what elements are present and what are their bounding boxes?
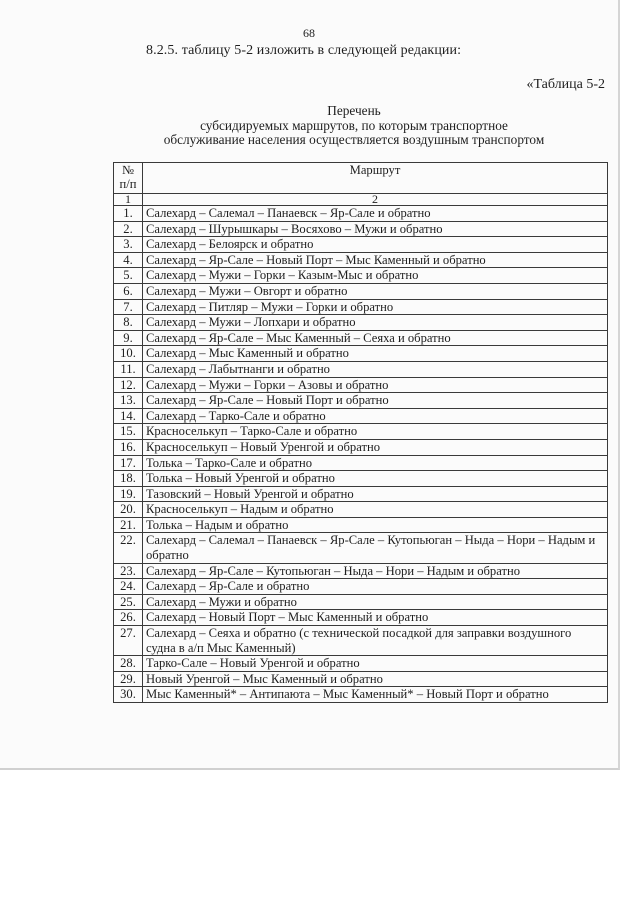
row-number: 8. bbox=[114, 315, 143, 331]
table-row bbox=[114, 330, 608, 346]
row-route: Тарко-Сале – Новый Уренгой и обратно bbox=[143, 656, 608, 672]
row-route: Салехард – Салемал – Панаевск – Яр-Сале и обратно bbox=[143, 206, 608, 222]
table-row bbox=[114, 563, 608, 579]
header-number-line1: № bbox=[121, 163, 135, 177]
table-row bbox=[114, 315, 608, 331]
table-row bbox=[114, 486, 608, 502]
row-route: Салехард – Яр-Сале – Новый Порт и обратно bbox=[143, 393, 608, 409]
row-route: Салехард – Мужи и обратно bbox=[143, 594, 608, 610]
row-route: Салехард – Мужи – Лопхари и обратно bbox=[143, 315, 608, 331]
row-route: Красноселькуп – Надым и обратно bbox=[143, 502, 608, 518]
table-row bbox=[114, 517, 608, 533]
row-number: 18. bbox=[114, 471, 143, 487]
table-row bbox=[114, 656, 608, 672]
table-row bbox=[114, 455, 608, 471]
row-route: Салехард – Шурышкары – Восяхово – Мужи и обратно bbox=[143, 221, 608, 237]
table-row bbox=[114, 283, 608, 299]
header-number bbox=[114, 163, 143, 194]
row-number: 25. bbox=[114, 594, 143, 610]
table-row bbox=[114, 594, 608, 610]
row-route: Салехард – Яр-Сале – Мыс Каменный – Сеяха и обратно bbox=[143, 330, 608, 346]
table-row bbox=[114, 206, 608, 222]
table-row bbox=[114, 252, 608, 268]
heading-line-1: Перечень bbox=[327, 103, 381, 118]
table-row bbox=[114, 533, 608, 563]
row-number: 12. bbox=[114, 377, 143, 393]
row-route: Салехард – Мужи – Овгорт и обратно bbox=[143, 283, 608, 299]
heading-line-3: обслуживание населения осуществляется воздушным транспортом bbox=[163, 132, 545, 147]
table-heading bbox=[104, 104, 604, 148]
row-route: Толька – Надым и обратно bbox=[143, 517, 608, 533]
row-route: Красноселькуп – Новый Уренгой и обратно bbox=[143, 439, 608, 455]
row-number: 14. bbox=[114, 408, 143, 424]
row-number: 29. bbox=[114, 671, 143, 687]
table-row bbox=[114, 687, 608, 703]
table-row bbox=[114, 221, 608, 237]
table-row bbox=[114, 579, 608, 595]
row-route: Салехард – Новый Порт – Мыс Каменный и обратно bbox=[143, 610, 608, 626]
table-row bbox=[114, 424, 608, 440]
row-number: 5. bbox=[114, 268, 143, 284]
row-number: 22. bbox=[114, 533, 143, 563]
row-number: 30. bbox=[114, 687, 143, 703]
header-number-line2: п/п bbox=[119, 177, 137, 191]
row-number: 7. bbox=[114, 299, 143, 315]
row-number: 3. bbox=[114, 237, 143, 253]
table-label: «Таблица 5-2 bbox=[526, 77, 605, 92]
row-number: 15. bbox=[114, 424, 143, 440]
amendment-intro: 8.2.5. таблицу 5-2 изложить в следующей редакции: bbox=[146, 43, 462, 58]
row-route: Салехард – Салемал – Панаевск – Яр-Сале – Кутопьюган – Ныда – Нори – Надым и обратно bbox=[143, 533, 608, 563]
row-route: Салехард – Яр-Сале – Новый Порт – Мыс Каменный и обратно bbox=[143, 252, 608, 268]
row-number: 11. bbox=[114, 361, 143, 377]
row-route: Мыс Каменный* – Антипаюта – Мыс Каменный* – Новый Порт и обратно bbox=[143, 687, 608, 703]
row-route: Салехард – Питляр – Мужи – Горки и обратно bbox=[143, 299, 608, 315]
row-route: Салехард – Мыс Каменный и обратно bbox=[143, 346, 608, 362]
header-route: Маршрут bbox=[143, 163, 608, 194]
row-route: Толька – Новый Уренгой и обратно bbox=[143, 471, 608, 487]
row-number: 6. bbox=[114, 283, 143, 299]
row-number: 4. bbox=[114, 252, 143, 268]
row-number: 20. bbox=[114, 502, 143, 518]
table-row bbox=[114, 471, 608, 487]
table-row bbox=[114, 299, 608, 315]
row-route: Салехард – Белоярск и обратно bbox=[143, 237, 608, 253]
table-row bbox=[114, 268, 608, 284]
row-number: 21. bbox=[114, 517, 143, 533]
row-route: Салехард – Мужи – Горки – Казым-Мыс и обратно bbox=[143, 268, 608, 284]
table-row bbox=[114, 439, 608, 455]
row-number: 23. bbox=[114, 563, 143, 579]
row-number: 27. bbox=[114, 626, 143, 656]
table-body bbox=[114, 206, 608, 703]
row-number: 24. bbox=[114, 579, 143, 595]
row-route: Салехард – Лабытнанги и обратно bbox=[143, 361, 608, 377]
heading-line-2: субсидируемых маршрутов, по которым транспортное bbox=[200, 117, 508, 133]
table-row bbox=[114, 346, 608, 362]
table-row bbox=[114, 671, 608, 687]
row-number: 1. bbox=[114, 206, 143, 222]
row-number: 17. bbox=[114, 455, 143, 471]
table-row bbox=[114, 408, 608, 424]
row-route: Красноселькуп – Тарко-Сале и обратно bbox=[143, 424, 608, 440]
row-route: Новый Уренгой – Мыс Каменный и обратно bbox=[143, 671, 608, 687]
row-route: Салехард – Сеяха и обратно (с технической посадкой для заправки воздушного судна в а/п Мыс Каменный) bbox=[143, 626, 608, 656]
row-route: Салехард – Яр-Сале – Кутопьюган – Ныда – Нори – Надым и обратно bbox=[143, 563, 608, 579]
row-number: 2. bbox=[114, 221, 143, 237]
table-row bbox=[114, 377, 608, 393]
table-row bbox=[114, 626, 608, 656]
row-number: 26. bbox=[114, 610, 143, 626]
table-row bbox=[114, 361, 608, 377]
row-number: 9. bbox=[114, 330, 143, 346]
column-number-1: 1 bbox=[114, 194, 143, 206]
row-number: 13. bbox=[114, 393, 143, 409]
row-route: Салехард – Тарко-Сале и обратно bbox=[143, 408, 608, 424]
row-number: 28. bbox=[114, 656, 143, 672]
table-row bbox=[114, 393, 608, 409]
row-number: 16. bbox=[114, 439, 143, 455]
row-route: Толька – Тарко-Сале и обратно bbox=[143, 455, 608, 471]
row-route: Тазовский – Новый Уренгой и обратно bbox=[143, 486, 608, 502]
table-row bbox=[114, 237, 608, 253]
row-number: 19. bbox=[114, 486, 143, 502]
table-row bbox=[114, 610, 608, 626]
page-number: 68 bbox=[303, 26, 315, 40]
table-row bbox=[114, 502, 608, 518]
row-route: Салехард – Мужи – Горки – Азовы и обратно bbox=[143, 377, 608, 393]
row-number: 10. bbox=[114, 346, 143, 362]
column-number-2: 2 bbox=[143, 194, 608, 206]
row-route: Салехард – Яр-Сале и обратно bbox=[143, 579, 608, 595]
routes-table bbox=[113, 162, 608, 703]
